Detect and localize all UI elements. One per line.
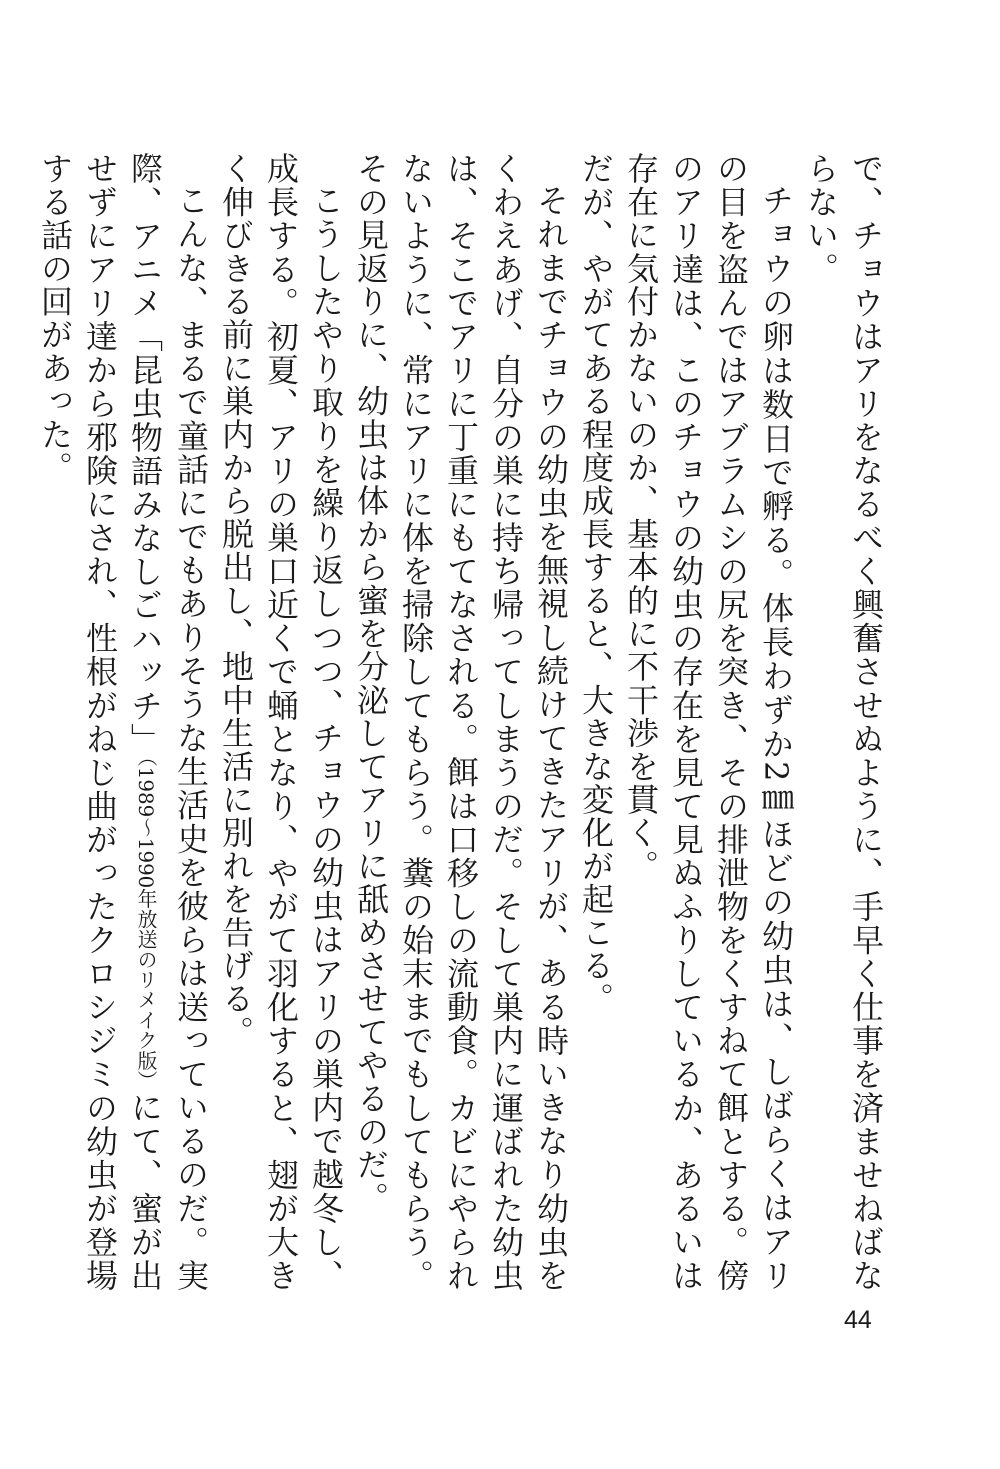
paragraph-6-before-note: こんな、まるで童話にでもありそうな生活史を彼らは送っているのだ。実際、アニメ「昆虫物語みなしごハッチ」 bbox=[126, 152, 210, 1292]
paragraph-1: で、チョウはアリをなるべく興奮させぬように、手早く仕事を済ませねばならない。 bbox=[802, 152, 885, 1292]
paragraph-3: だが、やがてある程度成長すると、大きな変化が起こる。 bbox=[577, 152, 615, 1016]
paragraph-6-after-note: にて、蜜が出せずにアリ達から邪険にされ、性根がねじ曲がったクロシジミの幼虫が登場する話の回があった。 bbox=[36, 152, 164, 1292]
paragraph-2: チョウの卵は数日で孵る。体長わずか2㎜ほどの幼虫は、しばらくはアリの目を盗んではアブラムシの尻を突き、その排泄物をくすねて餌とする。傍のアリ達は、このチョウの幼虫の存在を見て見ぬふりしているか、あるいは存在に気付かないのか、基本的に不干渉を貫く。 bbox=[622, 152, 795, 1292]
inline-note: （1989〜1990年放送のリメイク版） bbox=[134, 756, 157, 1091]
page-number: 44 bbox=[844, 1306, 872, 1334]
vertical-body-text bbox=[36, 152, 888, 1292]
paragraph-5: こうしたやり取りを繰り返しつつ、チョウの幼虫はアリの巣内で越冬し、成長する。初夏、アリの巣口近くで蛹となり、やがて羽化すると、翅が大きく伸びきる前に巣内から脱出し、地中生活に別れを告げる。 bbox=[217, 152, 345, 1292]
paragraph-4: それまでチョウの幼虫を無視し続けてきたアリが、ある時いきなり幼虫をくわえあげ、自分の巣に持ち帰ってしまうのだ。そして巣内に運ばれた幼虫は、そこでアリに丁重にもてなされる。餌は口移しの流動食。カビにやられないように、常にアリに体を掃除してもらう。糞の始末までもしてもらう。その見返りに、幼虫は体から蜜を分泌してアリに舐めさせてやるのだ。 bbox=[352, 152, 570, 1292]
paragraph-6 bbox=[32, 152, 213, 1292]
